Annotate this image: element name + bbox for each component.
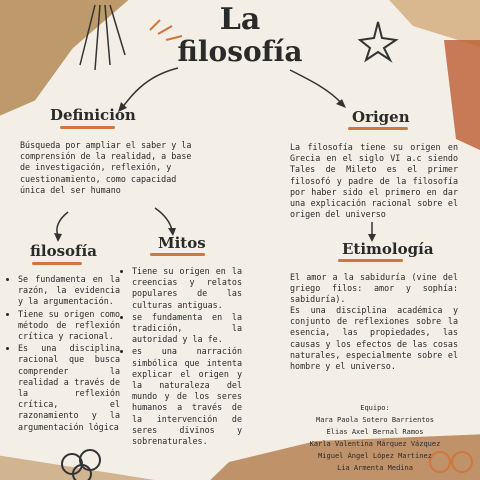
- list-item: • Tiene su origen como método de reflexión crítica y racional.: [18, 309, 120, 343]
- list-item: • Se fundamenta en la razón, la evidencia y la argumentación.: [18, 274, 120, 308]
- heading-underline: [348, 127, 408, 130]
- list-item: • es una narración simbólica que intenta explicar el origen y la naturaleza del mundo y de los seres humanos a través de la intervención de seres divinos y sobrenaturales.: [132, 346, 242, 447]
- page-title-line2: filosofía: [177, 35, 303, 68]
- heading-underline: [338, 259, 403, 262]
- list-item: • Tiene su origen en la creencias y relatos populares de las culturas antiguas.: [132, 266, 242, 311]
- team-member: Lia Armenta Medina: [337, 464, 413, 472]
- etimologia-text-1: El amor a la sabiduría (vine del griego filos: amor y sophía: sabiduría).: [290, 272, 458, 305]
- team-credits: [300, 402, 450, 474]
- etimologia-text-2: Es una disciplina académica y conjunto de reflexiones sobre la esencia, las propiedades, las causas y los efectos de las cosas naturales, especialmente sobre el hombre y el universo.: [290, 305, 458, 372]
- list-item: • Es una disciplina racional que busca comprender la realidad a través de la reflexión crítica, el razonamiento y la argumentación lógica: [18, 343, 120, 433]
- heading-origen: Origen: [352, 108, 410, 126]
- page-title-line1: La: [219, 2, 261, 37]
- filosofia-list: [8, 274, 120, 434]
- team-member: Elias Axel Bernal Ramos: [326, 428, 424, 436]
- definicion-text: Búsqueda por ampliar el saber y la comprensión de la realidad, a base de investigación, reflexión, y cuestionamiento, como capacidad única del ser humano: [20, 140, 192, 195]
- heading-underline: [32, 262, 82, 265]
- heading-underline: [60, 126, 115, 129]
- team-label: Equipo:: [360, 404, 390, 412]
- team-member: Karla Valentina Márquez Vázquez: [309, 440, 441, 448]
- team-member: Mara Paola Sotero Barrientos: [315, 416, 434, 424]
- heading-mitos: Mitos: [158, 234, 206, 252]
- heading-definicion: Definición: [50, 106, 136, 124]
- heading-underline: [150, 253, 205, 256]
- heading-etimologia: Etimología: [342, 240, 434, 258]
- list-item: • se fundamenta en la tradición, la autoridad y la fe.: [132, 312, 242, 346]
- team-member: Miguel Ángel López Martínez: [318, 452, 432, 460]
- mitos-list: [122, 266, 242, 448]
- origen-text: La filosofía tiene su origen en Grecia en el siglo VI a.c siendo Tales de Mileto es el primer filosofó y padre de la filosofía por haber sido el primero en dar una explicación racional sobre el origen del universo: [290, 142, 458, 220]
- flower-doodle-icon: [62, 450, 100, 480]
- heading-filosofia: filosofía: [30, 242, 97, 260]
